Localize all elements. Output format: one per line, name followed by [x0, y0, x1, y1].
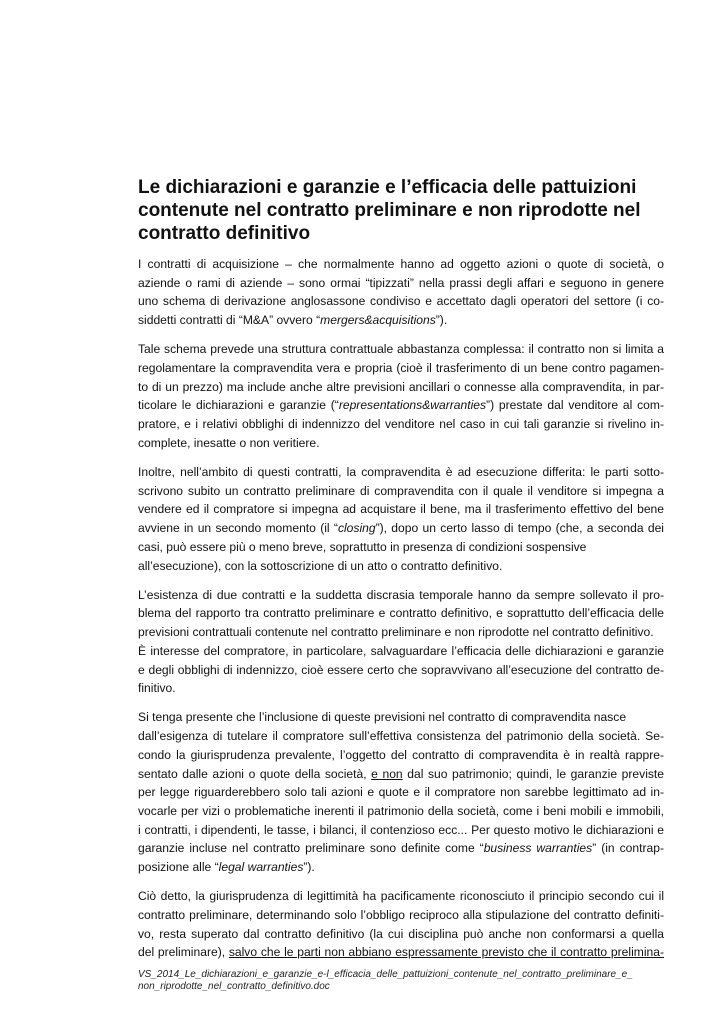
document-footer — [138, 969, 664, 993]
text-line: È interesse del compratore, in particolare, salvaguardare l’efficacia delle dichiarazioni e garanzie — [138, 643, 664, 658]
italic-term: representations&warranties — [338, 398, 487, 413]
text-line: casi, può essere più o meno breve, soprattutto in presenza di condizioni sospensive — [138, 539, 587, 554]
italic-term: mergers&acquisitions — [320, 313, 436, 328]
footer-filename-line: non_riprodotte_nel_contratto_definitivo.doc — [138, 981, 330, 992]
text-run: avviene in un secondo momento (il “ — [138, 521, 338, 536]
text-run: siddetti contratti di “M&A” ovvero “ — [138, 313, 321, 328]
italic-term: business warranties — [483, 841, 593, 856]
paragraph-4 — [138, 586, 664, 698]
text-line: vendere ed il compratore si impegna ad acquistare il bene, ma il trasferimento effettivo del bene — [138, 502, 664, 517]
text-line: all’esecuzione), con la sottoscrizione di un atto o contratto definitivo. — [138, 558, 503, 573]
text-line: contratto preliminare, determinando solo l’obbligo reciproco alla stipulazione del contratto definiti- — [138, 908, 664, 922]
text-line: regolamentare la compravendita vera e propria (cioè il trasferimento di un bene contro pagamen- — [138, 361, 664, 376]
text-line: to di un prezzo) ma include anche altre previsioni ancillari o connesse alla compravendita, in par- — [138, 379, 664, 394]
text-line — [138, 858, 664, 877]
paragraph-3 — [138, 463, 664, 575]
text-line: I contratti di acquisizione – che normalmente hanno ad oggetto azioni o quote di società, o — [138, 257, 664, 271]
text-line: dall’esigenza di tutelare il compratore sull’effettiva consistenza del patrimonio della società. Se- — [138, 729, 664, 744]
text-line — [138, 396, 664, 415]
text-line: pratore, e i relativi obblighi di indennizzo del venditore nel caso in cui tali garanzie si rivelino in- — [138, 417, 664, 432]
text-line: scrivono subito un contratto preliminare di compravendita con il quale il venditore si impegna a — [138, 483, 664, 498]
text-line: Tale schema prevede una struttura contrattuale abbastanza complessa: il contratto non si limita a — [138, 342, 664, 357]
underlined-text: e non — [371, 766, 403, 781]
text-run: ticolare le dichiarazioni e garanzie (“ — [138, 398, 339, 413]
paragraph-5 — [138, 708, 664, 876]
text-line: uno schema di derivazione anglosassone condiviso e accettato dagli operatori del settore (i co- — [138, 294, 664, 309]
italic-term: closing — [337, 521, 376, 536]
text-run: sentato dalle azioni o quote della società, — [138, 766, 372, 781]
footer-filename-line: VS_2014_Le_dichiarazioni_e_garanzie_e-l_efficacia_delle_pattuizioni_contenute_nel_contratto_preliminare_e_ — [138, 969, 633, 980]
document-page — [138, 176, 664, 973]
text-line: i contratti, i dipendenti, le tasse, i bilanci, il contenzioso ecc... Per questo motivo le dichiarazioni e — [138, 822, 664, 837]
text-run: ”). — [435, 313, 448, 328]
text-run: ”), dopo un certo lasso di tempo (che, a seconda dei — [375, 521, 664, 536]
paragraph-1 — [138, 255, 664, 330]
text-line — [138, 311, 664, 330]
text-line: previsioni contrattuali contenute nel contratto preliminare e non riprodotte nel contratto definitivo. — [138, 625, 654, 640]
text-line: e degli obblighi di indennizzo, cioè essere certo che sopravvivano all’esecuzione del contratto de- — [138, 662, 664, 677]
underlined-text: salvo che le parti non abbiano espressamente previsto che il contratto prelimina- — [228, 945, 664, 960]
text-line — [138, 765, 664, 784]
text-run: ”) prestate dal venditore al com- — [486, 398, 664, 413]
text-run: del preliminare), — [138, 945, 229, 960]
paragraph-2 — [138, 340, 664, 452]
text-line — [138, 943, 664, 962]
text-line: L’esistenza di due contratti e la suddetta discrasia temporale hanno da sempre sollevato il pro- — [138, 587, 664, 602]
text-line: finitivo. — [138, 681, 176, 696]
text-run: garanzie incluse nel contratto preliminare sono definite come “ — [138, 841, 484, 856]
text-run: posizione alle “ — [138, 860, 219, 875]
document-title — [138, 176, 664, 245]
text-run: ” (in contrap- — [592, 841, 664, 856]
text-line: per legge riguarderebbero solo tali azioni e quote e il compratore non sarebbe legittimato ad in- — [138, 785, 664, 800]
text-line: Ciò detto, la giurisprudenza di legittimità ha pacificamente riconosciuto il principio secondo cui il — [138, 889, 664, 904]
text-line: Inoltre, nell’ambito di questi contratti, la compravendita è ad esecuzione differita: le parti sotto- — [138, 465, 664, 480]
text-line: blema del rapporto tra contratto preliminare e contratto definitivo, e soprattutto dell’efficacia delle — [138, 606, 664, 621]
text-line: Si tenga presente che l’inclusione di queste previsioni nel contratto di compravendita nasce — [138, 710, 627, 725]
text-line: condo la giurisprudenza prevalente, l’oggetto del contratto di compravendita è in realtà rappre- — [138, 747, 664, 762]
text-run: dal suo patrimonio; quindi, le garanzie previste — [402, 766, 665, 781]
title-line: Le dichiarazioni e garanzie e l’efficacia delle pattuizioni — [138, 177, 637, 198]
text-line: aziende o rami di aziende – sono ormai “tipizzati” nella prassi degli affari e seguono in genere — [138, 275, 664, 290]
text-line: vo, resta superato dal contratto definitivo (la cui disciplina può anche non conformarsi a quella — [138, 926, 664, 941]
paragraph-6 — [138, 887, 664, 962]
text-line — [138, 839, 664, 858]
text-line — [138, 519, 664, 538]
italic-term: legal warranties — [218, 860, 304, 875]
title-line: contratto definitivo — [138, 223, 311, 244]
text-run: ”). — [303, 860, 315, 875]
text-line: complete, inesatte o non veritiere. — [138, 435, 320, 450]
text-line: vocarle per vizi o problematiche inerenti il patrimonio della società, come i beni mobili e immobili, — [138, 803, 664, 818]
title-line: contenute nel contratto preliminare e non riprodotte nel — [138, 200, 641, 221]
